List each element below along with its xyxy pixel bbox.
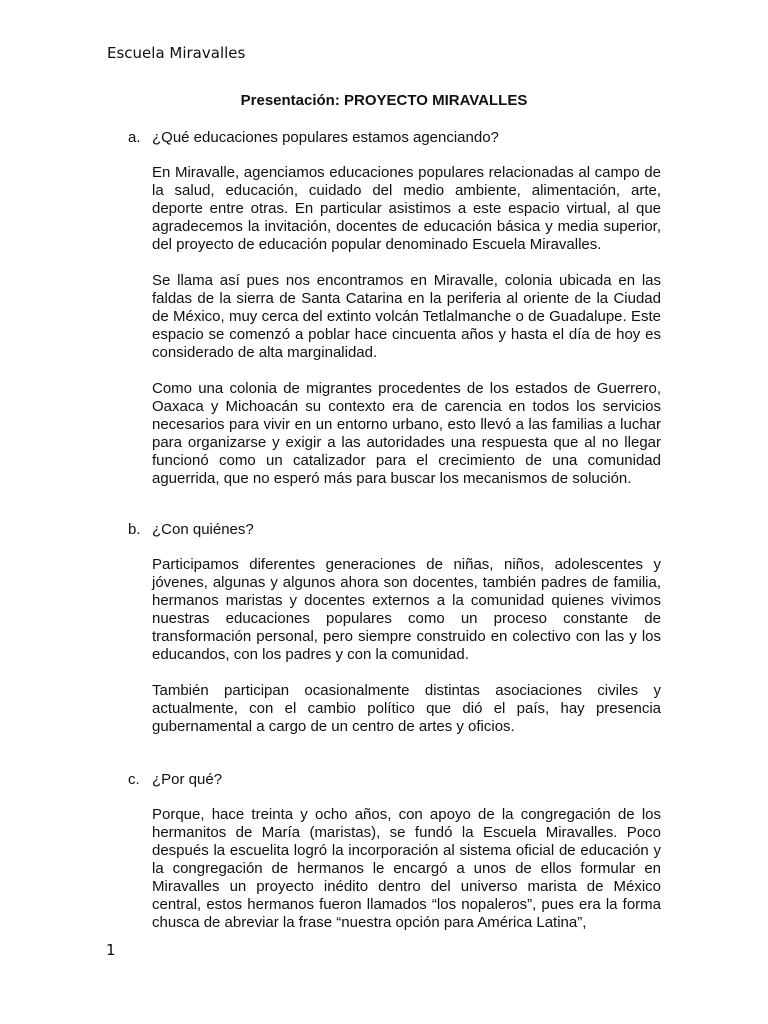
question-marker: c. bbox=[128, 771, 140, 788]
paragraph: Porque, hace treinta y ocho años, con apoyo de la congregación de los hermanitos de María (maristas), se fundó la Escuela Miravalles. Poco después la escuelita logró la incorporación al sistema oficial de educación y la congregación de hermanos le encargó a unos de ellos formular en Miravalles un proyecto inédito dentro del universo marista de México central, estos hermanos fueron llamados “los nopaleros”, pues era la forma chusca de abreviar la frase “nuestra opción para América Latina”, bbox=[152, 806, 661, 931]
paragraph: En Miravalle, agenciamos educaciones populares relacionadas al campo de la salud, educación, cuidado del medio ambiente, alimentación, arte, deporte entre otras. En particular asistimos a este espacio virtual, al que agradecemos la invitación, docentes de educación básica y media superior, del proyecto de educación popular denominado Escuela Miravalles. bbox=[152, 164, 661, 253]
paragraph: Participamos diferentes generaciones de niñas, niños, adolescentes y jóvenes, algunas y algunos ahora son docentes, también padres de familia, hermanos maristas y docentes externos a la comunidad quienes vivimos nuestras educaciones populares como un proceso constante de transformación personal, pero siempre construido en colectivo con las y los educandos, con los padres y con la comunidad. bbox=[152, 556, 661, 663]
question-heading: ¿Con quiénes? bbox=[152, 521, 254, 538]
paragraph: También participan ocasionalmente distintas asociaciones civiles y actualmente, con el cambio político que dió el país, hay presencia gubernamental a cargo de un centro de artes y oficios. bbox=[152, 682, 661, 735]
paragraph: Se llama así pues nos encontramos en Miravalle, colonia ubicada en las faldas de la sierra de Santa Catarina en la periferia al oriente de la Ciudad de México, muy cerca del extinto volcán Tetlalmanche o de Guadalupe. Este espacio se comenzó a poblar hace cincuenta años y hasta el día de hoy es considerado de alta marginalidad. bbox=[152, 272, 661, 361]
page-number: 1 bbox=[106, 941, 116, 959]
question-marker: b. bbox=[128, 521, 141, 538]
document-title: Presentación: PROYECTO MIRAVALLES bbox=[240, 92, 528, 109]
question-marker: a. bbox=[128, 129, 141, 146]
paragraph: Como una colonia de migrantes procedentes de los estados de Guerrero, Oaxaca y Michoacán su contexto era de carencia en todos los servicios necesarios para vivir en un entorno urbano, esto llevó a las familias a luchar para organizarse y exigir a las autoridades una respuesta que al no llegar funcionó como un catalizador para el crecimiento de una comunidad aguerrida, que no esperó más para buscar los mecanismos de solución. bbox=[152, 380, 661, 487]
question-heading: ¿Qué educaciones populares estamos agenciando? bbox=[152, 129, 499, 146]
question-heading: ¿Por qué? bbox=[152, 771, 223, 788]
document-header: Escuela Miravalles bbox=[107, 44, 246, 62]
